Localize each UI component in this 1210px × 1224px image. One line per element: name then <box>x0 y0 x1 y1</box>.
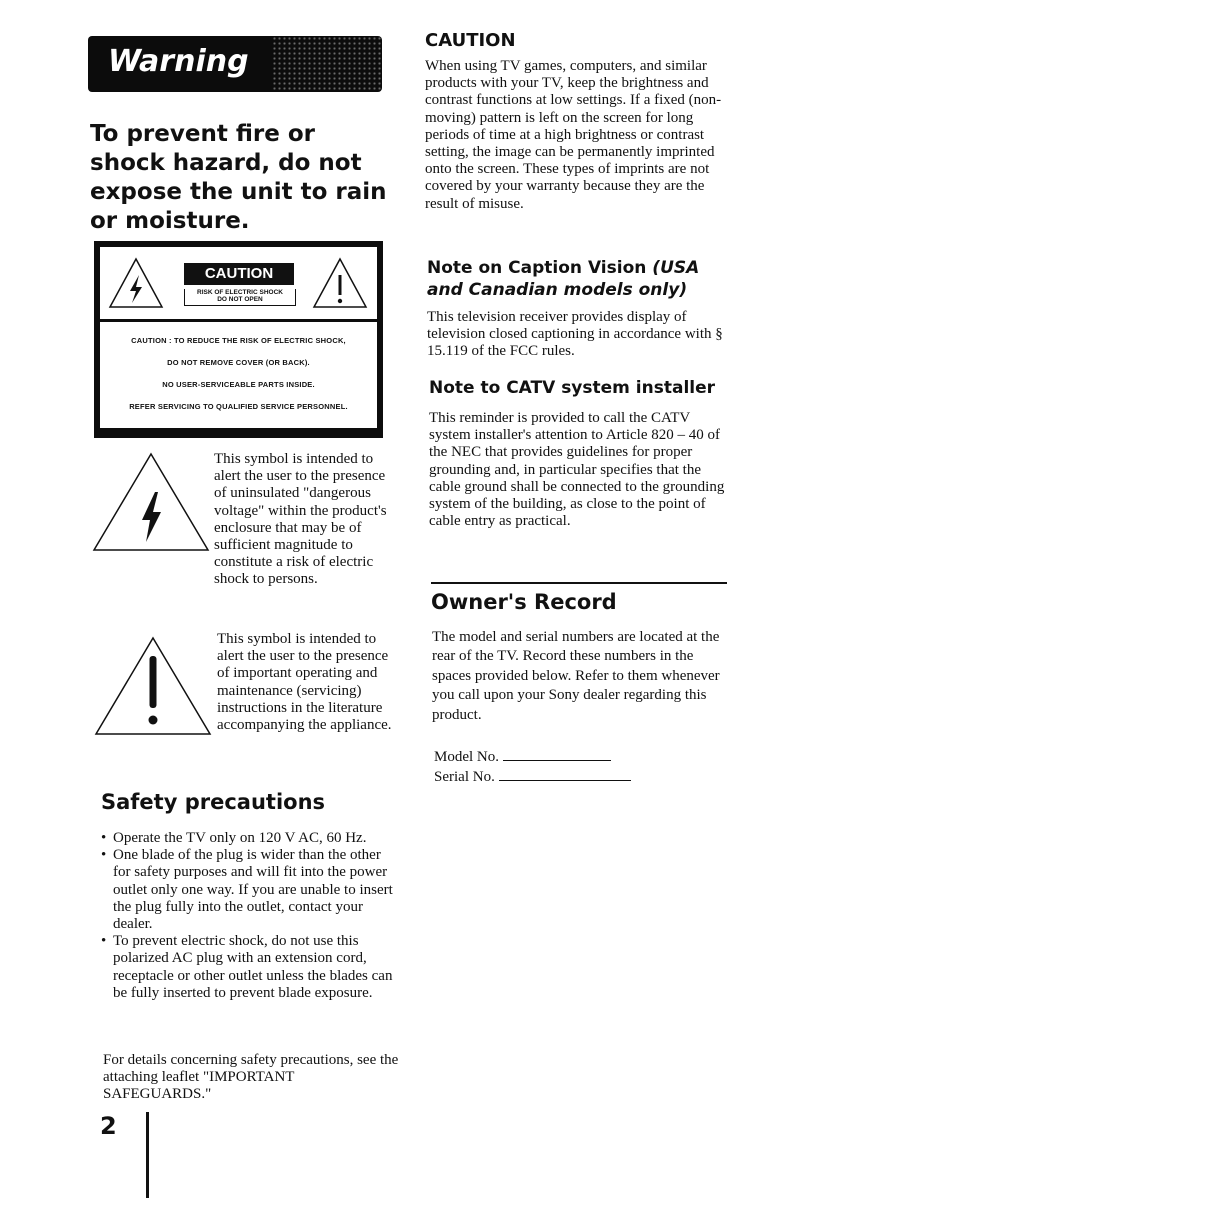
lightning-triangle-icon <box>92 452 210 552</box>
warning-title: Warning <box>108 44 249 79</box>
safety-list <box>101 830 399 1002</box>
safety-details-note: For details concerning safety precautions, see the attaching leaflet "IMPORTANT SAFEGUARDS." <box>103 1052 399 1103</box>
risk-line-2: DO NOT OPEN <box>217 296 263 303</box>
owners-record-heading: Owner's Record <box>431 590 617 614</box>
caution-label <box>94 241 383 438</box>
catv-text: This reminder is provided to call the CATV system installer's attention to Article 820 – 40 of the NEC that provides guidelines for proper grounding and, in particular specifies that the cable ground shall be connected to the grounding system of the building, as close to the point of cable entry as practical. <box>429 410 725 530</box>
label-line-1: CAUTION : TO REDUCE THE RISK OF ELECTRIC SHOCK, <box>131 336 346 345</box>
model-number-row <box>434 748 611 766</box>
catv-heading: Note to CATV system installer <box>429 378 716 398</box>
safety-item: • Operate the TV only on 120 V AC, 60 Hz. <box>101 830 399 847</box>
owners-record-text: The model and serial numbers are located at the rear of the TV. Record these numbers in the spaces provided below. Refer to them whenever you call upon your Sony dealer regarding this product. <box>432 629 720 723</box>
model-number-label: Model No. <box>434 749 499 765</box>
caution-heading: CAUTION <box>425 30 516 51</box>
safety-heading: Safety precautions <box>101 790 326 814</box>
page-number: 2 <box>100 1112 117 1140</box>
label-line-2: DO NOT REMOVE COVER (OR BACK). <box>167 358 310 367</box>
caution-label-bottom <box>100 322 377 428</box>
caption-vision-heading <box>427 257 727 301</box>
serial-number-label: Serial No. <box>434 769 495 785</box>
label-caution-title: CAUTION <box>184 263 294 285</box>
caution-label-top <box>100 247 377 319</box>
page-number-rule <box>146 1112 149 1198</box>
symbol-2-description: This symbol is intended to alert the user to the presence of important operating and maintenance (servicing) instructions in the literature accompanying the appliance. <box>217 631 392 734</box>
caption-vision-heading-models: (USA and Canadian models only) <box>427 258 700 300</box>
main-warning-heading: To prevent fire or shock hazard, do not expose the unit to rain or moisture. <box>90 121 387 234</box>
model-number-field[interactable] <box>503 748 611 761</box>
exclamation-warning-icon <box>312 257 368 309</box>
safety-item: • One blade of the plug is wider than the other for safety purposes and will fit into the power outlet only one way. If you are unable to insert the plug fully into the outlet, contact your dealer. <box>101 847 399 933</box>
symbol-1-description: This symbol is intended to alert the user to the presence of uninsulated "dangerous voltage" within the product's enclosure that may be of sufficient magnitude to constitute a risk of electric shock to persons. <box>214 451 387 588</box>
warning-banner <box>88 36 382 92</box>
banner-texture <box>272 36 382 92</box>
caption-vision-text: This television receiver provides display of television closed captioning in accordance with § 15.119 of the FCC rules. <box>427 309 723 360</box>
label-line-4: REFER SERVICING TO QUALIFIED SERVICE PERSONNEL. <box>129 402 348 411</box>
serial-number-row <box>434 768 631 786</box>
caption-vision-heading-main: Note on Caption Vision <box>427 258 653 278</box>
serial-number-field[interactable] <box>499 768 631 781</box>
exclamation-triangle-icon <box>94 636 212 736</box>
safety-item: • To prevent electric shock, do not use this polarized AC plug with an extension cord, receptacle or other outlet unless the blades can be fully inserted to prevent blade exposure. <box>101 933 399 1002</box>
lightning-warning-icon <box>108 257 164 309</box>
label-line-3: NO USER-SERVICEABLE PARTS INSIDE. <box>162 380 315 389</box>
risk-box <box>184 289 296 306</box>
owners-record-rule <box>431 582 727 584</box>
caution-text: When using TV games, computers, and similar products with your TV, keep the brightness and contrast functions at low settings. If a fixed (non-moving) pattern is left on the screen for long periods of time at a high brightness or contrast setting, the image can be permanently imprinted onto the screen. These types of imprints are not covered by your warranty because they are the result of misuse. <box>425 58 722 212</box>
risk-line-1: RISK OF ELECTRIC SHOCK <box>197 289 283 296</box>
